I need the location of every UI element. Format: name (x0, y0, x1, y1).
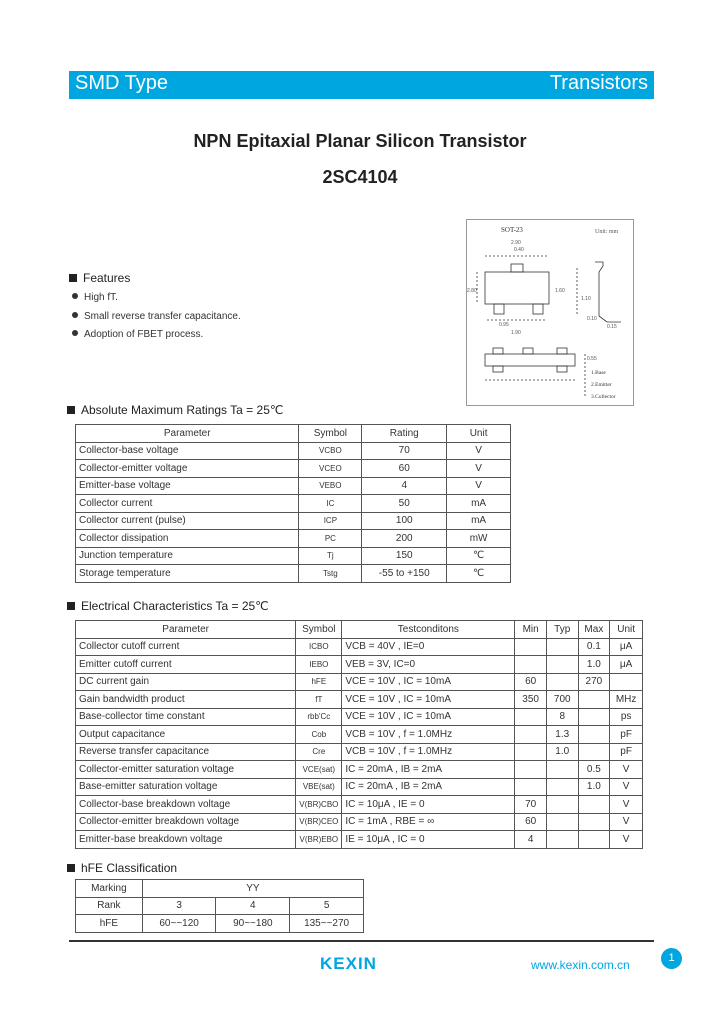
bullet-icon (72, 293, 78, 299)
table-cell: Tstg (299, 565, 362, 583)
table-cell: 100 (362, 512, 447, 530)
table-header-row (76, 425, 511, 443)
table-cell: -55 to +150 (362, 565, 447, 583)
table-cell: hFE (296, 673, 342, 691)
table-cell (515, 656, 547, 674)
pin-label: 2.Emitter (591, 382, 612, 388)
table-cell: μA (610, 656, 643, 674)
table-cell (610, 673, 643, 691)
table-cell: VCE = 10V , IC = 10mA (342, 673, 515, 691)
table-cell: 1.0 (578, 656, 610, 674)
table-cell: Emitter-base breakdown voltage (76, 831, 296, 849)
table-row (76, 726, 643, 744)
table-cell: IC = 20mA , IB = 2mA (342, 778, 515, 796)
table-cell (546, 796, 578, 814)
table-cell: VCB = 10V , f = 1.0MHz (342, 743, 515, 761)
hfe-cell: Marking (76, 880, 143, 898)
table-cell: 70 (515, 796, 547, 814)
table-cell: Collector-base voltage (76, 442, 299, 460)
table-cell: 1.0 (546, 743, 578, 761)
table-row (76, 460, 511, 478)
table-row (76, 442, 511, 460)
table-row (76, 813, 643, 831)
hfe-cell: Rank (76, 897, 143, 915)
dim-label: 1.10 (581, 296, 591, 302)
table-cell: Reverse transfer capacitance (76, 743, 296, 761)
header-category: SMD Type (75, 72, 168, 94)
table-cell: mW (447, 530, 511, 548)
table-header-cell: Parameter (76, 621, 296, 639)
table-cell (546, 813, 578, 831)
table-row (76, 638, 643, 656)
table-cell: 60 (515, 813, 547, 831)
bullet-icon (72, 312, 78, 318)
part-number: 2SC4104 (322, 167, 398, 187)
table-cell (546, 673, 578, 691)
table-cell: 4 (515, 831, 547, 849)
table-cell: Cre (296, 743, 342, 761)
table-cell (515, 638, 547, 656)
table-cell: Base-collector time constant (76, 708, 296, 726)
square-bullet-icon (67, 406, 75, 414)
pin-label: 3.Collector (591, 394, 616, 400)
hfe-cell: 60~~120 (142, 915, 216, 933)
table-cell: PC (299, 530, 362, 548)
dim-label: 0.95 (499, 322, 509, 328)
table-cell: 60 (362, 460, 447, 478)
table-cell: V (447, 477, 511, 495)
table-cell: Emitter-base voltage (76, 477, 299, 495)
package-outline-diagram (467, 220, 633, 405)
package-drawing (466, 219, 634, 406)
table-row (76, 691, 643, 709)
table-cell: V (610, 761, 643, 779)
table-cell: IEBO (296, 656, 342, 674)
table-header-cell: Unit (610, 621, 643, 639)
table-cell: μA (610, 638, 643, 656)
square-bullet-icon (69, 274, 77, 282)
table-cell: V(BR)CEO (296, 813, 342, 831)
package-unit: Unit: mm (595, 229, 619, 235)
table-cell: Output capacitance (76, 726, 296, 744)
page-number: 1 (661, 948, 682, 969)
table-cell: VCEO (299, 460, 362, 478)
table-cell: V (610, 778, 643, 796)
header-type: Transistors (549, 72, 648, 94)
table-cell: IE = 10μA , IC = 0 (342, 831, 515, 849)
page-title: NPN Epitaxial Planar Silicon Transistor (193, 131, 527, 151)
footer-rule (69, 940, 654, 942)
elec-heading: Electrical Characteristics Ta = 25℃ (67, 599, 269, 613)
table-cell: VCE = 10V , IC = 10mA (342, 708, 515, 726)
abs-max-heading: Absolute Maximum Ratings Ta = 25℃ (67, 403, 283, 417)
table-row (76, 708, 643, 726)
table-cell: ℃ (447, 547, 511, 565)
table-cell: Collector dissipation (76, 530, 299, 548)
table-cell: VEBO (299, 477, 362, 495)
table-cell: pF (610, 726, 643, 744)
pin-label: 1.Base (591, 370, 606, 376)
table-cell: mA (447, 495, 511, 513)
table-cell: VCE = 10V , IC = 10mA (342, 691, 515, 709)
kexin-logo: KEXIN (320, 954, 377, 973)
table-cell (546, 656, 578, 674)
table-cell (515, 778, 547, 796)
table-cell: 0.1 (578, 638, 610, 656)
table-cell: V (447, 442, 511, 460)
table-row (76, 796, 643, 814)
dim-label: 0.15 (607, 324, 617, 330)
table-cell: VCB = 40V , IE=0 (342, 638, 515, 656)
table-cell (515, 726, 547, 744)
square-bullet-icon (67, 864, 75, 872)
table-row (76, 547, 511, 565)
table-cell: 700 (546, 691, 578, 709)
table-cell: 0.5 (578, 761, 610, 779)
table-header-row (76, 621, 643, 639)
table-cell: Collector cutoff current (76, 638, 296, 656)
table-cell: 50 (362, 495, 447, 513)
elec-table (75, 620, 643, 849)
hfe-cell: YY (142, 880, 363, 898)
table-row (76, 512, 511, 530)
table-cell (546, 761, 578, 779)
hfe-cell: 90~~180 (216, 915, 290, 933)
table-header-cell: Symbol (299, 425, 362, 443)
hfe-heading: hFE Classification (67, 861, 177, 875)
table-cell (578, 831, 610, 849)
table-cell: V (447, 460, 511, 478)
table-header-cell: Symbol (296, 621, 342, 639)
table-cell (515, 761, 547, 779)
hfe-cell: hFE (76, 915, 143, 933)
table-cell: 150 (362, 547, 447, 565)
table-cell: DC current gain (76, 673, 296, 691)
website-link[interactable]: www.kexin.com.cn (531, 958, 630, 972)
table-cell (515, 743, 547, 761)
table-header-cell: Typ (546, 621, 578, 639)
table-row (76, 530, 511, 548)
table-row (76, 565, 511, 583)
table-cell: Base-emitter saturation voltage (76, 778, 296, 796)
table-cell: mA (447, 512, 511, 530)
table-cell (578, 726, 610, 744)
table-cell: Cob (296, 726, 342, 744)
table-row (76, 831, 643, 849)
hfe-table (75, 879, 364, 933)
table-cell: V (610, 796, 643, 814)
table-cell (578, 796, 610, 814)
dim-label: 0.40 (514, 247, 524, 253)
hfe-cell: 3 (142, 897, 216, 915)
dim-label: 0.10 (587, 316, 597, 322)
table-cell: IC = 20mA , IB = 2mA (342, 761, 515, 779)
table-cell: rbb'Cc (296, 708, 342, 726)
table-cell: V (610, 831, 643, 849)
package-name: SOT-23 (501, 226, 523, 234)
table-row (76, 477, 511, 495)
dim-label: 2.90 (511, 240, 521, 246)
table-cell: ps (610, 708, 643, 726)
table-cell: V (610, 813, 643, 831)
table-cell: 8 (546, 708, 578, 726)
table-cell (546, 638, 578, 656)
table-cell: 350 (515, 691, 547, 709)
table-cell: ℃ (447, 565, 511, 583)
table-cell: VCBO (299, 442, 362, 460)
table-cell: Collector-emitter voltage (76, 460, 299, 478)
table-cell: VCE(sat) (296, 761, 342, 779)
table-header-cell: Rating (362, 425, 447, 443)
table-row (76, 495, 511, 513)
table-cell: VBE(sat) (296, 778, 342, 796)
table-cell: Collector-base breakdown voltage (76, 796, 296, 814)
dim-label: 0.55 (587, 356, 597, 362)
table-cell: 60 (515, 673, 547, 691)
hfe-cell: 4 (216, 897, 290, 915)
table-cell (515, 708, 547, 726)
table-cell: Collector-emitter saturation voltage (76, 761, 296, 779)
table-cell: 200 (362, 530, 447, 548)
table-row (76, 673, 643, 691)
dim-label: 1.90 (511, 330, 521, 336)
dim-label: 2.80 (467, 288, 477, 294)
table-cell: VCB = 10V , f = 1.0MHz (342, 726, 515, 744)
table-cell: pF (610, 743, 643, 761)
table-row (76, 761, 643, 779)
table-cell: MHz (610, 691, 643, 709)
table-header-cell: Unit (447, 425, 511, 443)
table-cell: fT (296, 691, 342, 709)
table-cell (546, 778, 578, 796)
table-cell: IC = 1mA , RBE = ∞ (342, 813, 515, 831)
table-cell: Junction temperature (76, 547, 299, 565)
table-cell: Gain bandwidth product (76, 691, 296, 709)
table-cell: Emitter cutoff current (76, 656, 296, 674)
table-cell: ICBO (296, 638, 342, 656)
table-header-cell: Parameter (76, 425, 299, 443)
table-cell: IC (299, 495, 362, 513)
table-header-cell: Testconditons (342, 621, 515, 639)
table-cell: 1.0 (578, 778, 610, 796)
table-cell: 270 (578, 673, 610, 691)
table-cell: V(BR)CBO (296, 796, 342, 814)
table-row (76, 778, 643, 796)
hfe-cell: 135~~270 (290, 915, 364, 933)
table-cell: Collector current (pulse) (76, 512, 299, 530)
table-cell: ICP (299, 512, 362, 530)
table-cell: VEB = 3V, IC=0 (342, 656, 515, 674)
abs-max-table (75, 424, 511, 583)
table-cell (578, 691, 610, 709)
feature-item: Small reverse transfer capacitance. (72, 311, 241, 322)
table-cell: IC = 10μA , IE = 0 (342, 796, 515, 814)
table-header-cell: Min (515, 621, 547, 639)
table-cell (578, 708, 610, 726)
table-cell: Collector current (76, 495, 299, 513)
table-cell (578, 813, 610, 831)
header-bar (69, 71, 654, 99)
table-cell (546, 831, 578, 849)
feature-item: Adoption of FBET process. (72, 329, 203, 340)
square-bullet-icon (67, 602, 75, 610)
table-header-cell: Max (578, 621, 610, 639)
bullet-icon (72, 330, 78, 336)
table-cell (578, 743, 610, 761)
table-row (76, 656, 643, 674)
table-cell: Collector-emitter breakdown voltage (76, 813, 296, 831)
dim-label: 1.60 (555, 288, 565, 294)
table-cell: 4 (362, 477, 447, 495)
features-heading: Features (69, 271, 130, 285)
table-cell: Tj (299, 547, 362, 565)
table-cell: Storage temperature (76, 565, 299, 583)
table-cell: 70 (362, 442, 447, 460)
table-cell: V(BR)EBO (296, 831, 342, 849)
feature-item: High fT. (72, 292, 118, 303)
table-row (76, 743, 643, 761)
hfe-cell: 5 (290, 897, 364, 915)
table-cell: 1.3 (546, 726, 578, 744)
